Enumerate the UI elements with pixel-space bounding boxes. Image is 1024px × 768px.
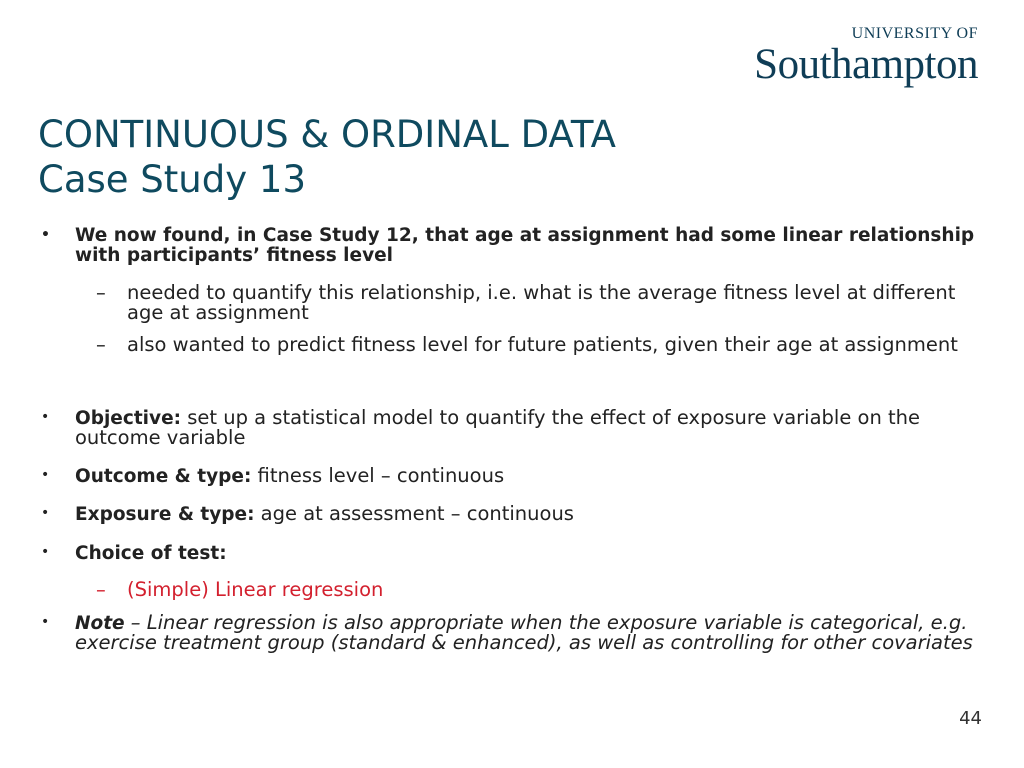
dash-marker: – xyxy=(96,333,106,356)
slide-title-line2: Case Study 13 xyxy=(38,158,306,201)
outcome-text: fitness level – continuous xyxy=(251,463,505,487)
bullet-marker: • xyxy=(41,466,50,483)
bullet-marker: • xyxy=(41,505,50,521)
bullet-outcome xyxy=(38,463,978,487)
bullet-marker: • xyxy=(41,227,50,243)
dash-marker: – xyxy=(96,578,106,601)
sub-bullet-quantify-text: needed to quantify this relationship, i.e. what is the average fitness level at different age at assignment xyxy=(127,281,956,324)
objective-text: set up a statistical model to quantify the effect of exposure variable on the outcome variable xyxy=(75,405,921,449)
note-label: Note xyxy=(75,612,125,634)
choice-label: Choice of test: xyxy=(75,542,227,564)
outcome-label: Outcome & type: xyxy=(75,465,252,487)
sub-bullet-quantify xyxy=(38,283,978,322)
slide-body xyxy=(38,226,978,653)
exposure-text: age at assessment – continuous xyxy=(254,502,574,525)
slide-title xyxy=(38,112,616,202)
bullet-marker: • xyxy=(41,613,50,630)
logo-university-of: UNIVERSITY OF xyxy=(851,25,978,42)
sub-bullet-predict-text: also wanted to predict fitness level for future patients, given their age at assignment xyxy=(127,333,958,356)
choice-answer: (Simple) Linear regression xyxy=(127,578,384,601)
dash-marker: – xyxy=(96,281,106,304)
bullet-intro-text: We now found, in Case Study 12, that age at assignment had some linear relationship with participants’ fitness level xyxy=(75,225,975,266)
logo-southampton: Southampton xyxy=(754,41,978,88)
note-text: – Linear regression is also appropriate when the exposure variable is categorical, e.g. exercise treatment group (standard & enhanced), as well as controlling for other covariates xyxy=(75,610,973,654)
sub-bullet-predict xyxy=(38,335,978,355)
bullet-marker: • xyxy=(41,543,50,560)
bullet-objective xyxy=(38,405,978,449)
slide-title-line1: CONTINUOUS & ORDINAL DATA xyxy=(38,113,616,156)
university-logo xyxy=(754,26,978,87)
objective-label: Objective: xyxy=(75,407,182,429)
bullet-exposure xyxy=(38,504,978,525)
bullet-choice-of-test xyxy=(38,543,978,564)
page-number: 44 xyxy=(959,708,982,729)
bullet-intro xyxy=(38,226,978,265)
exposure-label: Exposure & type: xyxy=(75,504,255,525)
bullet-marker: • xyxy=(41,408,50,425)
bullet-note xyxy=(38,610,978,654)
sub-bullet-linear-regression xyxy=(38,580,978,600)
